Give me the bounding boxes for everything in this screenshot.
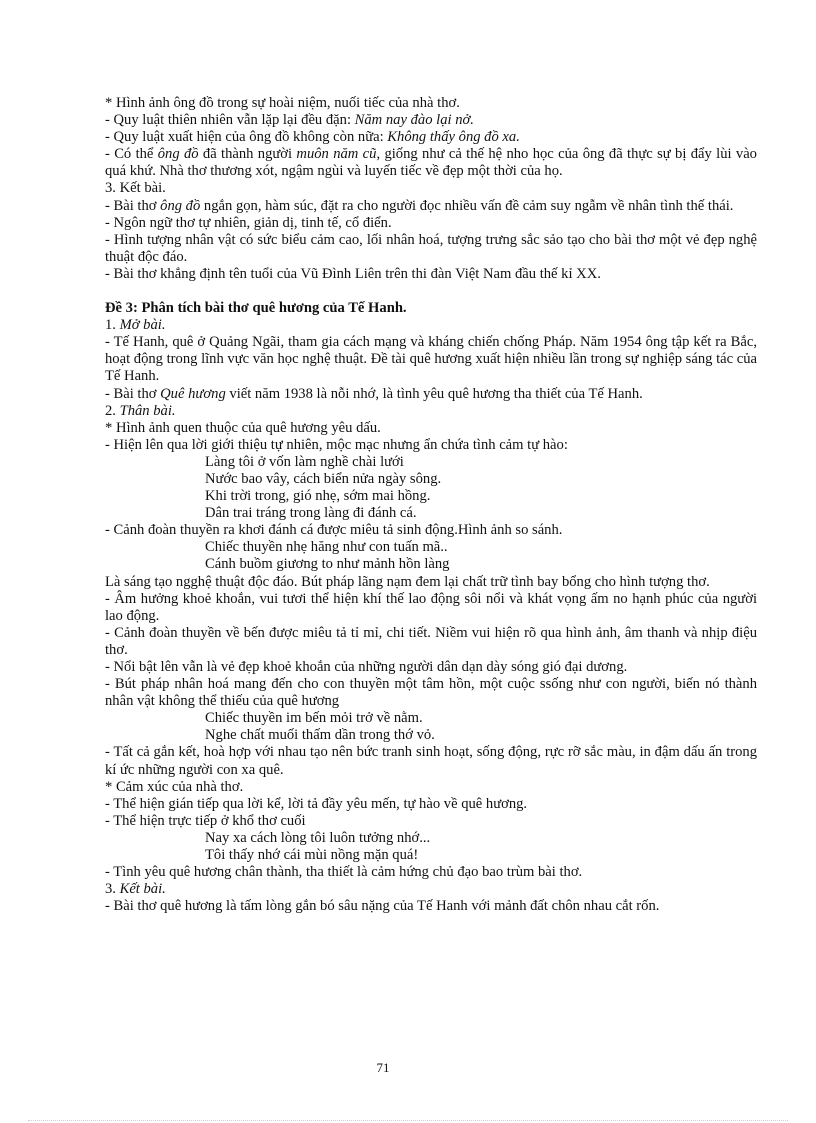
text-run: - Bài thơ [105, 197, 161, 214]
text-run: Nước bao vây, cách biển nửa ngày sông. [205, 470, 442, 487]
text-run: Chiếc thuyền im bến mỏi trở về nằm. [205, 710, 423, 727]
text-run: - Tất cả gắn kết, hoà hợp với nhau tạo nên bức tranh sinh hoạt, sống động, rực rỡ sắc màu, in đậm dấu ấn trong kí ức những người con xa quê. [105, 744, 761, 778]
text-run: 3. Kết bài. [105, 180, 166, 197]
text-run: * Hình ảnh ông đồ trong sự hoài niệm, nuối tiếc của nhà thơ. [105, 95, 460, 111]
text-run: Khi trời trong, gió nhẹ, sớm mai hồng. [205, 488, 431, 505]
text-run: 1. [105, 317, 120, 334]
text-run: - Thể hiện gián tiếp qua lời kể, lời tả đầy yêu mến, tự hào về quê hương. [105, 795, 528, 812]
italic-text: Thân bài. [119, 402, 176, 419]
text-line [105, 522, 757, 539]
text-line [105, 129, 757, 146]
poem-line [105, 471, 757, 488]
italic-text: Mở bài. [119, 317, 166, 334]
text-line [105, 796, 757, 813]
page-number: 71 [376, 1060, 390, 1075]
text-run: - Bút pháp nhân hoá mang đến cho con thuyền một tâm hồn, một cuộc ssống như con người, biến nó thành nhân vật không thể thiếu của quê hương [105, 676, 761, 710]
text-run: - Cảnh đoàn thuyền ra khơi đánh cá được miêu tả sinh động.Hình ảnh so sánh. [105, 522, 563, 539]
text-run: Nay xa cách lòng tôi luôn tưởng nhớ... [205, 829, 431, 846]
poem-line [105, 830, 757, 847]
text-line [105, 744, 761, 778]
text-line [105, 317, 757, 334]
text-line [105, 779, 757, 796]
text-line [105, 624, 761, 659]
poem-line [105, 847, 757, 864]
text-run: 3. [105, 881, 120, 898]
text-run: Là sáng tạo ngghệ thuật độc đáo. Bút pháp lãng nạm đem lại chất trữ tình bay bổng cho hình tượng thơ. [105, 573, 710, 590]
italic-text: ông đồ [160, 197, 201, 214]
text-run: - Tế Hanh, quê ở Quảng Ngãi, tham gia cách mạng và kháng chiến chống Pháp. Năm 1954 ông tập kết ra Bắc, hoạt động trong lĩnh vực văn học nghệ thuật. Đề tài quê hương xuất hiện nhiều lần trong sự nghiệp sáng tác của Tế Hanh. [105, 334, 761, 385]
text-run: 2. [105, 402, 120, 419]
text-line [105, 437, 757, 454]
text-run: viết năm 1938 là nỗi nhớ, là tình yêu quê hương tha thiết của Tế Hanh. [225, 385, 643, 402]
text-run: Cánh buồm giương to như mảnh hồn làng [205, 556, 450, 573]
text-run: Dân trai tráng trong làng đi đánh cá. [205, 505, 417, 522]
text-run: - Ngôn ngữ thơ tự nhiên, giản dị, tinh tế, cổ điển. [105, 214, 392, 231]
text-run: - Bài thơ khẳng định tên tuổi của Vũ Đình Liên trên thi đàn Việt Nam đầu thế kỉ XX. [105, 265, 601, 282]
text-run: Nghe chất muối thấm dần trong thớ vỏ. [205, 727, 435, 744]
text-run: đã thành người [198, 146, 297, 163]
poem-line [105, 454, 757, 471]
text-line [105, 864, 757, 881]
text-run: - Tình yêu quê hương chân thành, tha thiết là cảm hứng chủ đạo bao trùm bài thơ. [105, 864, 583, 881]
text-line [105, 215, 757, 232]
text-line [105, 659, 757, 676]
poem-line [105, 539, 757, 556]
italic-text: ông đồ [157, 146, 199, 163]
text-run: Chiếc thuyền nhẹ hăng như con tuấn mã.. [205, 539, 448, 556]
text-run: - Âm hưởng khoẻ khoắn, vui tươi thể hiện khí thế lao động sôi nổi và khát vọng ấm no hạnh phúc của người lao động. [105, 590, 761, 624]
text-line [105, 813, 757, 830]
poem-line [105, 727, 757, 744]
italic-text: Quê hương [160, 385, 226, 402]
poem-line [105, 556, 757, 573]
italic-text: Kết bài. [119, 881, 166, 898]
text-line [105, 898, 757, 915]
text-run: * Cảm xúc của nhà thơ. [105, 778, 244, 795]
section-heading [105, 300, 757, 317]
text-run: , giống như cả thế hệ nho học của ông đã thực sự bị đẩy lùi vào quá khứ. Nhà thơ thương xót, ngậm ngùi và luyến tiếc về đẹp một thời của họ. [105, 146, 761, 180]
text-run: - Cảnh đoàn thuyền về bến được miêu tả tỉ mỉ, chi tiết. Niềm vui hiện rõ qua hình ảnh, âm thanh và nhịp điệu thơ. [105, 624, 761, 658]
poem-line [105, 488, 757, 505]
text-line [105, 590, 761, 625]
text-run: Làng tôi ở vốn làm nghề chài lưới [205, 453, 404, 470]
italic-text: muôn năm cũ [296, 146, 377, 163]
text-line [105, 676, 761, 710]
text-run: - Nổi bật lên vẫn là vẻ đẹp khoẻ khoắn của những người dân dạn dày sóng gió đại dương. [105, 659, 628, 675]
text-run: - Quy luật thiên nhiên vẫn lặp lại đều đặn: [105, 112, 355, 129]
text-run: ngắn gọn, hàm súc, đặt ra cho người đọc nhiều vấn đề cảm suy ngẫm về nhân tình thế thái. [200, 197, 734, 214]
text-line [105, 112, 757, 129]
text-run: - Thể hiện trực tiếp ở khổ thơ cuối [105, 812, 306, 829]
document-body [105, 95, 761, 915]
text-run: - Hiện lên qua lời giới thiệu tự nhiên, mộc mạc nhưng ẩn chứa tình cảm tự hào: [105, 436, 568, 453]
text-line [105, 420, 757, 437]
text-run: - Quy luật xuất hiện của ông đồ không còn nữa: [105, 129, 388, 146]
text-run: * Hình ảnh quen thuộc của quê hương yêu dấu. [105, 419, 381, 436]
text-run: - Hình tượng nhân vật có sức biểu cảm cao, lối nhân hoá, tượng trưng sắc sảo tạo cho bài thơ một vẻ đẹp nghệ thuật độc đáo. [105, 231, 761, 265]
text-line [105, 266, 757, 283]
text-line [105, 574, 757, 591]
italic-text: Không thấy ông đồ xa. [387, 129, 520, 146]
text-line [105, 180, 757, 197]
page-bottom-divider [28, 1120, 788, 1121]
text-run: - Bài thơ quê hương là tấm lòng gắn bó sâu nặng của Tế Hanh với mảnh đất chôn nhau cắt rốn. [105, 898, 660, 915]
text-run: Đề 3: Phân tích bài thơ quê hương của Tế Hanh. [105, 300, 407, 317]
text-line [105, 386, 757, 403]
text-line [105, 146, 761, 180]
text-run: - Có thể [105, 146, 158, 163]
text-line [105, 198, 757, 215]
text-line [105, 334, 761, 385]
text-line [105, 95, 757, 112]
text-line [105, 881, 757, 898]
poem-line [105, 505, 757, 522]
text-run: Tôi thấy nhớ cái mùi nồng mặn quá! [205, 847, 419, 864]
text-line [105, 403, 757, 420]
poem-line [105, 710, 757, 727]
text-run: - Bài thơ [105, 385, 161, 402]
italic-text: Năm nay đào lại nở. [354, 112, 474, 129]
text-line [105, 231, 761, 266]
